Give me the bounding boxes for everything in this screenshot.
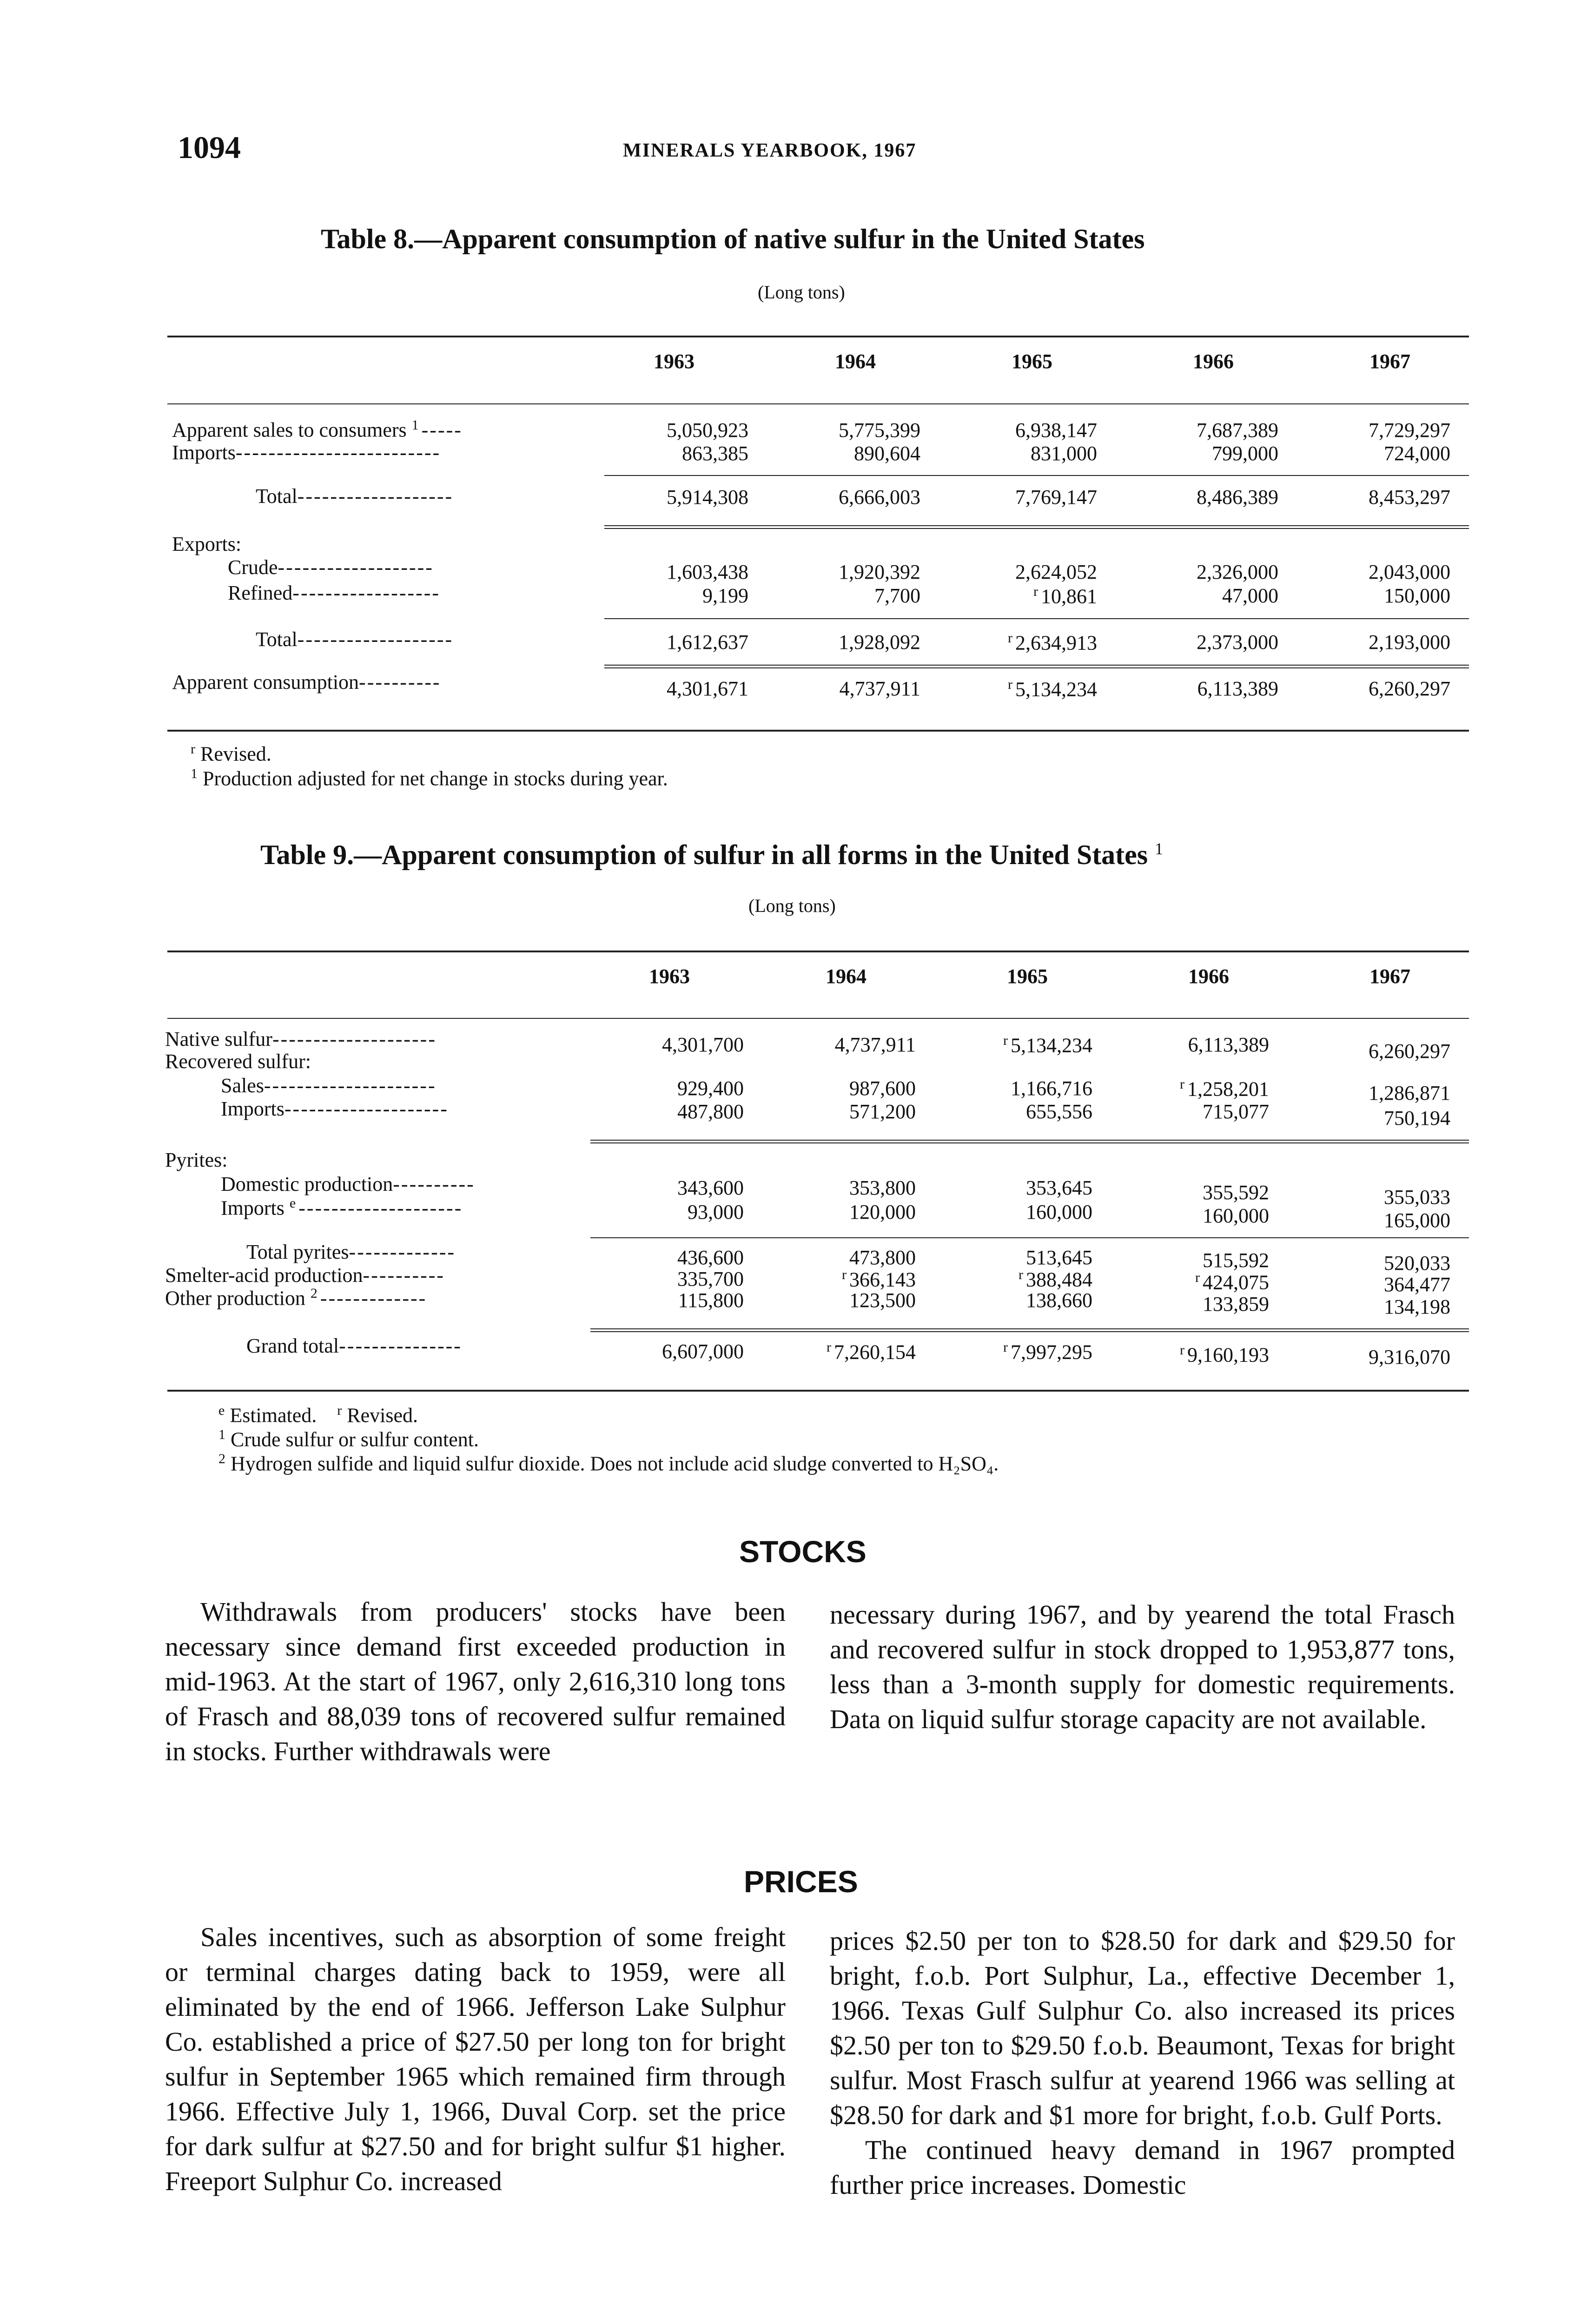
table8-year-header: 1964 bbox=[835, 350, 876, 373]
table9-title: Table 9.—Apparent consumption of sulfur in all forms in the United States $^1$ bbox=[260, 839, 1164, 870]
table8-cell: 1,603,438 bbox=[667, 561, 748, 583]
table9-cell: 133,859 bbox=[1203, 1293, 1269, 1315]
table8-cell: 6,666,003 bbox=[839, 486, 920, 508]
table8-cell: 9,199 bbox=[702, 584, 748, 607]
table8-title: Table 8.—Apparent consumption of native sulfur in the United States bbox=[321, 224, 1145, 254]
table8-cell: 2,624,052 bbox=[1015, 561, 1097, 583]
table9-cell: 355,033 bbox=[1384, 1186, 1450, 1208]
table8-section-label: Exports: bbox=[172, 533, 242, 555]
table9-cell: 9,316,070 bbox=[1369, 1346, 1450, 1368]
table9-row-label: Other production $^2$ ------------- bbox=[165, 1286, 427, 1310]
table9-cell: 364,477 bbox=[1384, 1273, 1450, 1296]
table9-year-header: 1966 bbox=[1188, 965, 1229, 988]
table9-cell: 515,592 bbox=[1203, 1249, 1269, 1272]
table9-cell: 4,737,911 bbox=[834, 1033, 916, 1056]
table9-cell: $^r$ 7,260,154 bbox=[827, 1340, 916, 1364]
table8-cell: 4,737,911 bbox=[839, 677, 920, 700]
table8-year-header: 1965 bbox=[1012, 350, 1052, 373]
table8-footnote: $^r$ Revised. bbox=[191, 741, 271, 766]
table9-cell: 655,556 bbox=[1026, 1100, 1092, 1123]
table9-cell: 120,000 bbox=[849, 1201, 916, 1223]
table9-double-rule bbox=[590, 1328, 1469, 1332]
table9-cell: 165,000 bbox=[1384, 1209, 1450, 1232]
table9-cell: 987,600 bbox=[849, 1077, 916, 1100]
table9-row-label: Total pyrites------------- bbox=[246, 1241, 456, 1263]
table9-footnote: $^1$ Crude sulfur or sulfur content. bbox=[218, 1427, 479, 1451]
table9-cell: 6,607,000 bbox=[662, 1340, 744, 1363]
table9-cell: 1,286,871 bbox=[1369, 1082, 1450, 1104]
table8-bottom-rule bbox=[167, 730, 1469, 732]
table8-cell: 5,914,308 bbox=[667, 486, 748, 508]
table9-row-label: Imports-------------------- bbox=[221, 1097, 449, 1120]
table9-cell: 353,645 bbox=[1026, 1176, 1092, 1199]
prices-heading: PRICES bbox=[744, 1864, 858, 1899]
table9-row-label: Native sulfur-------------------- bbox=[165, 1028, 437, 1050]
table9-section-label: Recovered sulfur: bbox=[165, 1050, 311, 1073]
table8-cell: 4,301,671 bbox=[667, 677, 748, 700]
stocks-left-column bbox=[165, 1594, 786, 1769]
table8-cell: 1,928,092 bbox=[839, 631, 920, 654]
table8-cell: 799,000 bbox=[1212, 442, 1278, 465]
table8-subtotal-rule bbox=[604, 618, 1469, 619]
table8-row-label: Imports------------------------- bbox=[172, 441, 441, 464]
table9-cell: 160,000 bbox=[1203, 1204, 1269, 1227]
prices-right-column bbox=[830, 1923, 1455, 2202]
table8-year-header: 1966 bbox=[1193, 350, 1234, 373]
table9-cell: 750,194 bbox=[1384, 1107, 1450, 1129]
table8-cell: 8,453,297 bbox=[1369, 486, 1450, 508]
prices-paragraph: prices $2.50 per ton to $28.50 for dark and $29.50 for bright, f.o.b. Port Sulphur, La., effective December 1, 1966. Texas Gulf Sulphur Co. also increased its prices $2.50 per ton to $29.50 f.o.b. Beaumont, Texas for bright sulfur. Most Frasch sulfur at yearend 1966 was selling at $28.50 for dark and $1 more for bright, f.o.b. Gulf Ports. bbox=[830, 1926, 1455, 2130]
table9-cell: 134,198 bbox=[1384, 1295, 1450, 1318]
table8-cell: 724,000 bbox=[1384, 442, 1450, 465]
table8-cell: 2,326,000 bbox=[1197, 561, 1278, 583]
table9-row-label: Sales--------------------- bbox=[221, 1074, 437, 1097]
table8-footnote: $^1$ Production adjusted for net change in stocks during year. bbox=[191, 766, 668, 790]
table8-row-label: Refined------------------ bbox=[228, 581, 441, 604]
table8-cell: 47,000 bbox=[1222, 584, 1278, 607]
table8-cell: 6,260,297 bbox=[1369, 677, 1450, 700]
table8-cell: 5,775,399 bbox=[839, 419, 920, 442]
prices-paragraph: Sales incentives, such as absorption of some freight or terminal charges dating back to 1959, were all eliminated by the end of 1966. Jefferson Lake Sulphur Co. established a price of $27.50 per long ton for bright sulfur in September 1965 which remained firm through 1966. Effective July 1, 1966, Duval Corp. set the price for dark sulfur at $27.50 and for bright sulfur $1 higher. Freeport Sulphur Co. increased bbox=[165, 1922, 786, 2196]
table9-cell: 571,200 bbox=[849, 1100, 916, 1123]
table9-year-header: 1965 bbox=[1007, 965, 1048, 988]
table8-year-header: 1967 bbox=[1369, 350, 1410, 373]
table9-year-header: 1963 bbox=[649, 965, 690, 988]
running-title: MINERALS YEARBOOK, 1967 bbox=[623, 140, 917, 161]
table9-cell: 335,700 bbox=[677, 1268, 744, 1290]
table8-cell: 1,612,637 bbox=[667, 631, 748, 654]
table9-cell: 4,301,700 bbox=[662, 1033, 744, 1056]
table9-cell: 343,600 bbox=[677, 1176, 744, 1199]
table9-cell: 138,660 bbox=[1026, 1289, 1092, 1312]
table9-cell: 520,033 bbox=[1384, 1252, 1450, 1274]
table9-cell: 6,113,389 bbox=[1188, 1033, 1269, 1056]
stocks-paragraph: necessary during 1967, and by yearend the total Frasch and recovered sulfur in stock dropped to 1,953,877 tons, less than a 3-month supply for domestic requirements. Data on liquid sulfur storage capacity are not available. bbox=[830, 1599, 1455, 1734]
table9-cell: $^r$ 388,484 bbox=[1019, 1267, 1092, 1291]
table8-cell: 7,687,389 bbox=[1197, 419, 1278, 442]
table9-cell: 715,077 bbox=[1203, 1100, 1269, 1123]
table9-cell: $^r$ 1,258,201 bbox=[1180, 1076, 1269, 1101]
table8-top-rule bbox=[167, 336, 1469, 337]
table8-cell: 831,000 bbox=[1031, 442, 1097, 465]
table8-row-label: Apparent consumption---------- bbox=[172, 671, 441, 693]
table8-cell: 1,920,392 bbox=[839, 561, 920, 583]
table9-cell: $^r$ 5,134,234 bbox=[1003, 1033, 1092, 1057]
table8-cell: 6,938,147 bbox=[1015, 419, 1097, 442]
table8-cell: 7,729,297 bbox=[1369, 419, 1450, 442]
table8-cell: 863,385 bbox=[682, 442, 748, 465]
table8-row-label: Apparent sales to consumers $^1$ ----- bbox=[172, 417, 463, 442]
table9-double-rule bbox=[590, 1140, 1469, 1143]
table8-double-rule bbox=[604, 525, 1469, 529]
table9-bottom-rule bbox=[167, 1390, 1469, 1392]
table8-cell: 7,769,147 bbox=[1015, 486, 1097, 508]
table9-subtotal-rule bbox=[590, 1237, 1469, 1238]
table8-cell: 890,604 bbox=[854, 442, 920, 465]
table9-cell: $^r$ 9,160,193 bbox=[1180, 1342, 1269, 1367]
table9-row-label: Imports $^e$ -------------------- bbox=[221, 1195, 463, 1220]
table8-double-rule bbox=[604, 665, 1469, 668]
table9-cell: 6,260,297 bbox=[1369, 1040, 1450, 1063]
table8-year-header: 1963 bbox=[654, 350, 695, 373]
table8-cell: $^r$ 5,134,234 bbox=[1008, 677, 1097, 701]
table8-cell: $^r$ 2,634,913 bbox=[1008, 630, 1097, 654]
table9-row-label: Smelter-acid production---------- bbox=[165, 1264, 445, 1287]
table9-cell: 93,000 bbox=[688, 1201, 744, 1223]
table9-cell: 123,500 bbox=[849, 1289, 916, 1312]
table9-cell: 473,800 bbox=[849, 1246, 916, 1269]
stocks-right-column bbox=[830, 1597, 1455, 1736]
table8-cell: 8,486,389 bbox=[1197, 486, 1278, 508]
table9-cell: 353,800 bbox=[849, 1176, 916, 1199]
table9-year-header: 1967 bbox=[1369, 965, 1410, 988]
table9-cell: 1,166,716 bbox=[1011, 1077, 1092, 1100]
table8-cell: 7,700 bbox=[874, 584, 920, 607]
table9-cell: $^r$ 366,143 bbox=[842, 1267, 916, 1291]
table9-row-label: Grand total--------------- bbox=[246, 1334, 462, 1357]
table9-cell: 929,400 bbox=[677, 1077, 744, 1100]
table9-year-header: 1964 bbox=[826, 965, 867, 988]
table8-cell: $^r$ 10,861 bbox=[1033, 584, 1097, 608]
table8-cell: 150,000 bbox=[1384, 584, 1450, 607]
prices-paragraph: The continued heavy demand in 1967 prompted further price increases. Domestic bbox=[830, 2135, 1455, 2200]
table9-cell: $^r$ 7,997,295 bbox=[1003, 1340, 1092, 1364]
table9-header-rule bbox=[167, 1018, 1469, 1019]
table9-cell: 160,000 bbox=[1026, 1201, 1092, 1223]
table8-units: (Long tons) bbox=[758, 282, 845, 303]
table8-row-label: Total------------------- bbox=[256, 485, 454, 508]
table9-top-rule bbox=[167, 951, 1469, 952]
table9-cell: 115,800 bbox=[678, 1289, 744, 1312]
table8-cell: 2,193,000 bbox=[1369, 631, 1450, 654]
table8-cell: 2,373,000 bbox=[1197, 631, 1278, 654]
table9-cell: 513,645 bbox=[1026, 1246, 1092, 1269]
table8-row-label: Total------------------- bbox=[256, 628, 454, 651]
table9-footnote: $^2$ Hydrogen sulfide and liquid sulfur dioxide. Does not include acid sludge converted to H₂SO₄. bbox=[218, 1451, 999, 1475]
table9-cell: $^r$ 424,075 bbox=[1195, 1270, 1269, 1294]
table8-subtotal-rule bbox=[604, 475, 1469, 476]
page-number: 1094 bbox=[178, 130, 241, 165]
prices-left-column bbox=[165, 1920, 786, 2199]
table8-cell: 5,050,923 bbox=[667, 419, 748, 442]
table9-cell: 355,592 bbox=[1203, 1181, 1269, 1204]
table8-cell: 6,113,389 bbox=[1197, 677, 1278, 700]
table9-units: (Long tons) bbox=[748, 895, 836, 916]
table8-row-label: Crude------------------- bbox=[228, 556, 434, 579]
table9-cell: 487,800 bbox=[677, 1100, 744, 1123]
table9-section-label: Pyrites: bbox=[165, 1149, 228, 1171]
stocks-paragraph: Withdrawals from producers' stocks have been necessary since demand first exceeded production in mid-1963. At the start of 1967, only 2,616,310 long tons of Frasch and 88,039 tons of recovered sulfur remained in stocks. Further withdrawals were bbox=[165, 1597, 786, 1766]
stocks-heading: STOCKS bbox=[739, 1534, 867, 1569]
table8-cell: 2,043,000 bbox=[1369, 561, 1450, 583]
table9-row-label: Domestic production---------- bbox=[221, 1173, 475, 1195]
table9-footnote: $^e$ Estimated. $^r$ Revised. bbox=[218, 1403, 418, 1427]
table8-header-rule bbox=[167, 403, 1469, 404]
table9-cell: 436,600 bbox=[677, 1246, 744, 1269]
